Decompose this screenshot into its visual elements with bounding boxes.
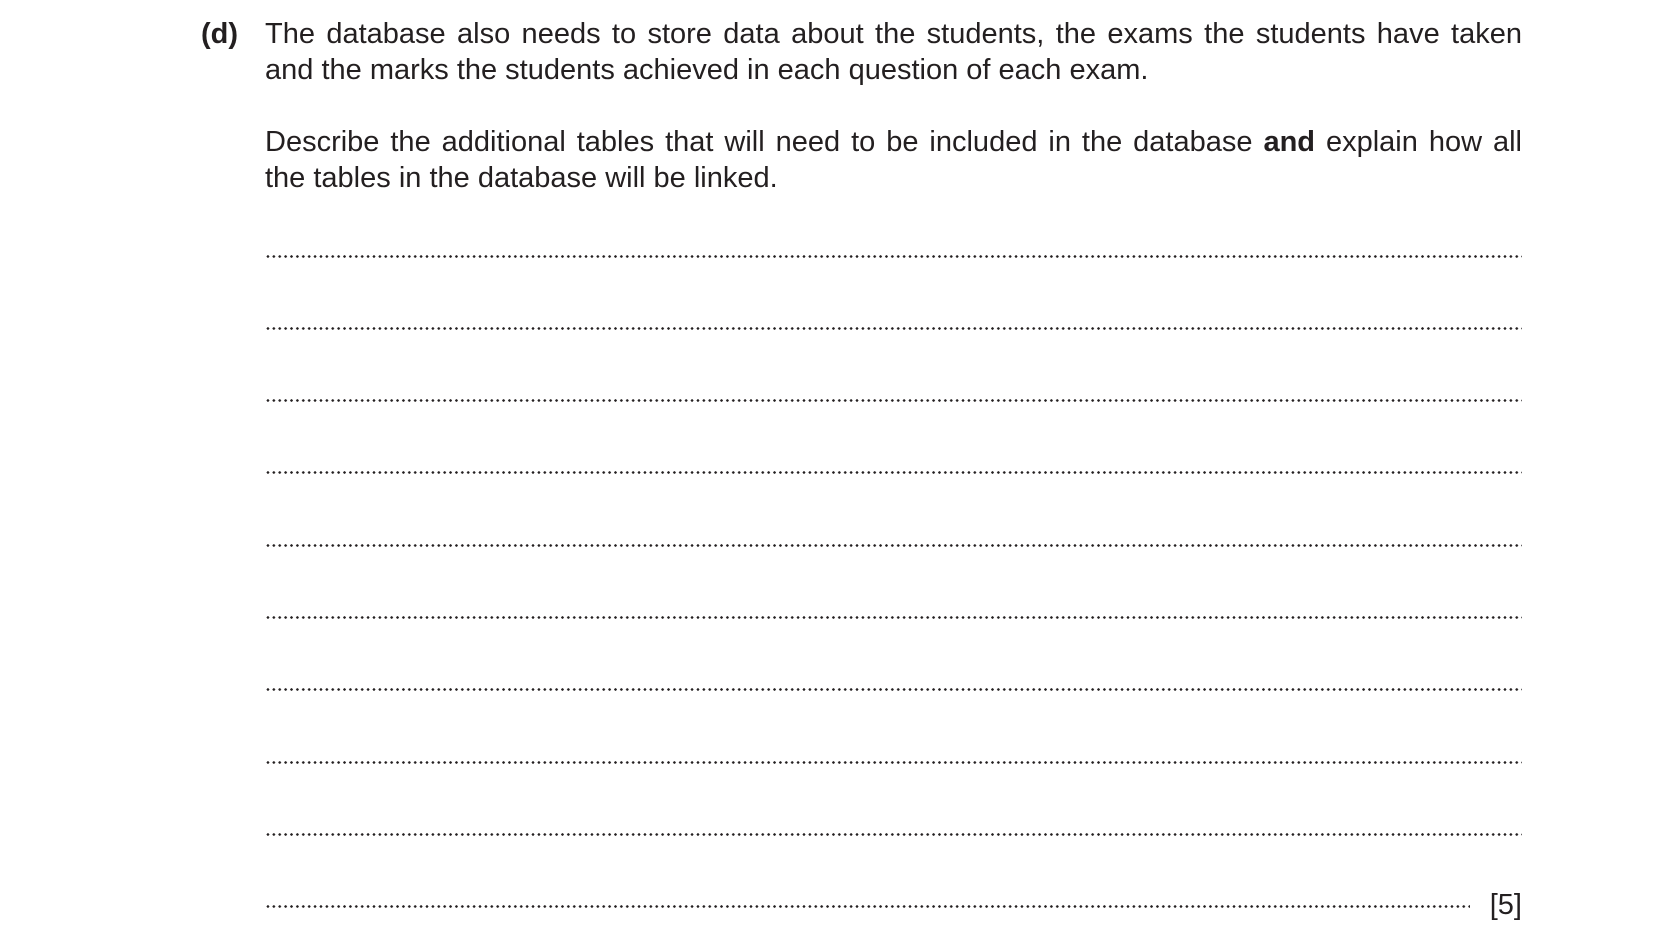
question-context-text: The database also needs to store data about the students, the exams the students have taken and the marks the students achieved in each question of each exam. <box>265 18 1522 86</box>
instruction-bold-word: and <box>1263 126 1316 158</box>
answer-area[interactable] <box>265 0 1522 937</box>
answer-line[interactable] <box>265 327 1522 330</box>
instruction-text-end: explain how all the tables in the database will be linked. <box>265 126 1522 194</box>
answer-line[interactable] <box>265 688 1522 691</box>
instruction-text-start: Describe the additional tables that will need to be included in the database <box>265 126 1264 158</box>
answer-line[interactable] <box>265 616 1522 619</box>
answer-line[interactable] <box>265 399 1522 402</box>
answer-line[interactable] <box>265 761 1522 764</box>
marks-allocation: [5] <box>1489 889 1522 921</box>
answer-line[interactable] <box>265 471 1522 474</box>
answer-line[interactable] <box>265 255 1522 258</box>
answer-line[interactable] <box>265 833 1522 836</box>
part-label: (d) <box>201 18 239 50</box>
answer-line[interactable] <box>265 544 1522 547</box>
answer-line-last[interactable] <box>265 905 1470 908</box>
